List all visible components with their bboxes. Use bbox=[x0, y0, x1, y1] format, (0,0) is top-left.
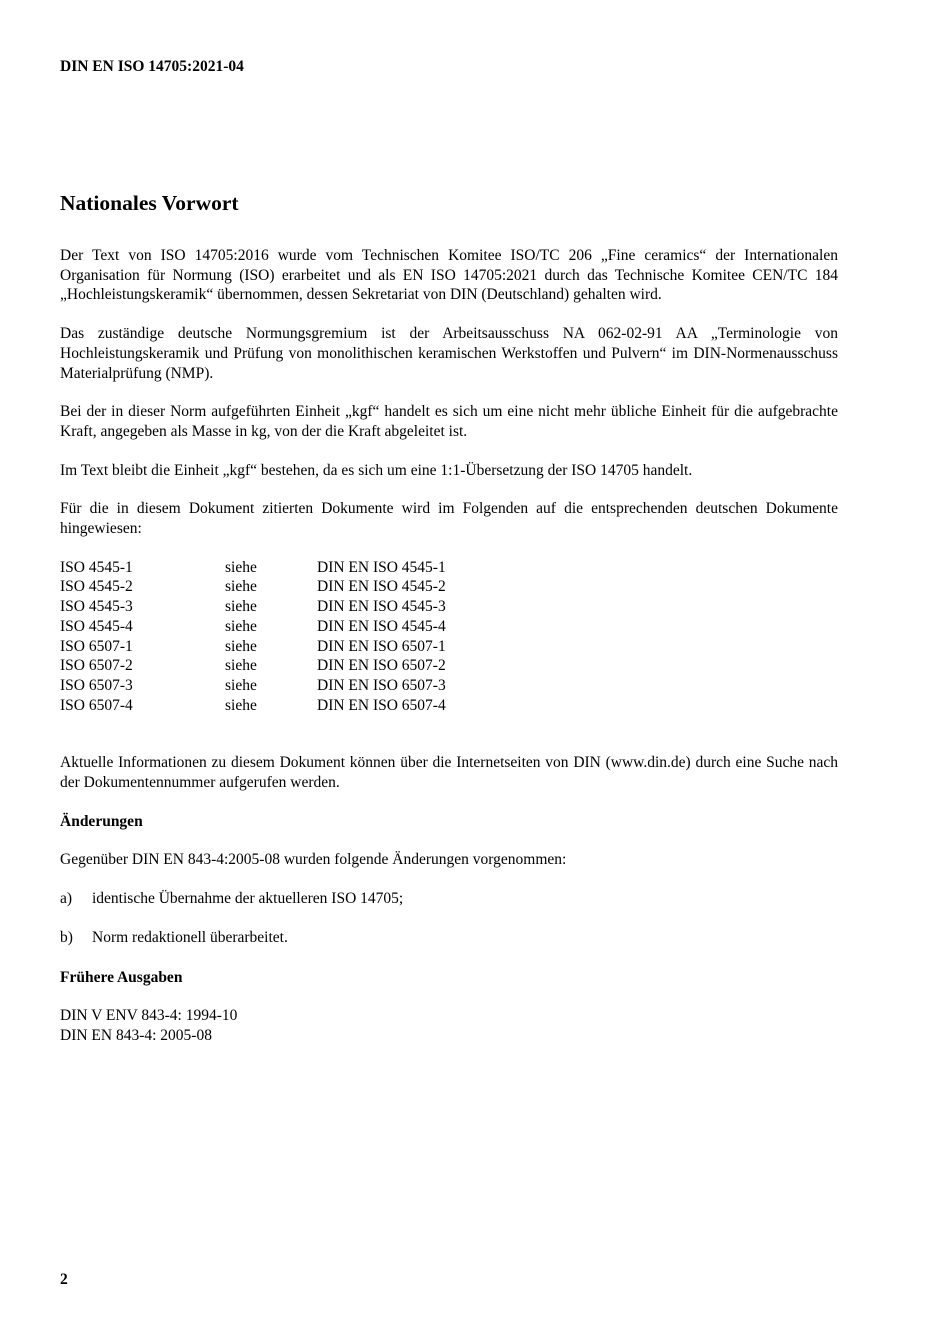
reference-siehe: siehe bbox=[225, 657, 257, 675]
references-table bbox=[60, 558, 838, 716]
reference-target: DIN EN ISO 4545-2 bbox=[317, 578, 446, 596]
edition-item: DIN V ENV 843-4: 1994-10 bbox=[60, 1007, 238, 1025]
paragraph-kgf-translation: Im Text bleibt die Einheit „kgf“ bestehen, da es sich um eine 1:1-Übersetzung der ISO 14705 handelt. bbox=[60, 461, 693, 479]
paragraph-references-intro: Für die in diesem Dokument zitierten Dokumente wird im Folgenden auf die entsprechenden deutschen Dokumente hingewiesen: bbox=[60, 500, 838, 538]
reference-target: DIN EN ISO 4545-4 bbox=[317, 617, 446, 635]
heading-aenderungen: Änderungen bbox=[60, 812, 143, 830]
reference-source: ISO 4545-4 bbox=[60, 617, 133, 635]
reference-target: DIN EN ISO 4545-1 bbox=[317, 558, 446, 576]
reference-source: ISO 6507-2 bbox=[60, 657, 133, 675]
paragraph-din-info: Aktuelle Informationen zu diesem Dokument können über die Internetseiten von DIN (www.din.de) durch eine Suche nach der Dokumentennummer aufgerufen werden. bbox=[60, 754, 838, 792]
paragraph-committee: Das zuständige deutsche Normungsgremium ist der Arbeitsausschuss NA 062-02-91 AA „Terminologie von Hochleistungskeramik und Prüfung von monolithischen keramischen Werkstoffen und Pulvern“ im DIN-Normenausschuss Materialprüfung (NMP). bbox=[60, 325, 838, 382]
reference-source: ISO 6507-3 bbox=[60, 676, 133, 694]
reference-target: DIN EN ISO 6507-1 bbox=[317, 637, 446, 655]
reference-target: DIN EN ISO 6507-4 bbox=[317, 696, 446, 714]
list-item-text: identische Übernahme der aktuelleren ISO 14705; bbox=[92, 890, 404, 908]
reference-target: DIN EN ISO 4545-3 bbox=[317, 598, 446, 616]
list-marker: a) bbox=[60, 890, 73, 908]
paragraph-aenderungen-intro: Gegenüber DIN EN 843-4:2005-08 wurden folgende Änderungen vorgenommen: bbox=[60, 851, 567, 869]
reference-siehe: siehe bbox=[225, 696, 257, 714]
table-row bbox=[60, 637, 838, 657]
reference-siehe: siehe bbox=[225, 598, 257, 616]
table-row bbox=[60, 558, 838, 578]
edition-item: DIN EN 843-4: 2005-08 bbox=[60, 1026, 212, 1044]
list-marker: b) bbox=[60, 929, 73, 947]
reference-source: ISO 6507-1 bbox=[60, 637, 133, 655]
table-row bbox=[60, 597, 838, 617]
reference-siehe: siehe bbox=[225, 676, 257, 694]
paragraph-origin: Der Text von ISO 14705:2016 wurde vom Technischen Komitee ISO/TC 206 „Fine ceramics“ der Internationalen Organisation für Normung (ISO) erarbeitet und als EN ISO 14705:2021 durch das Technische Komitee CEN/TC 184 „Hochleistungskeramik“ übernommen, dessen Sekretariat von DIN (Deutschland) gehalten wird. bbox=[60, 247, 838, 304]
reference-target: DIN EN ISO 6507-3 bbox=[317, 676, 446, 694]
reference-source: ISO 6507-4 bbox=[60, 696, 133, 714]
table-row bbox=[60, 577, 838, 597]
reference-source: ISO 4545-2 bbox=[60, 578, 133, 596]
reference-source: ISO 4545-1 bbox=[60, 558, 133, 576]
table-row bbox=[60, 696, 838, 716]
reference-siehe: siehe bbox=[225, 558, 257, 576]
heading-fruehere-ausgaben: Frühere Ausgaben bbox=[60, 968, 183, 986]
document-header: DIN EN ISO 14705:2021-04 bbox=[60, 58, 244, 75]
table-row bbox=[60, 617, 838, 637]
reference-siehe: siehe bbox=[225, 578, 257, 596]
section-title: Nationales Vorwort bbox=[60, 191, 239, 215]
list-item-text: Norm redaktionell überarbeitet. bbox=[92, 929, 288, 947]
table-row bbox=[60, 656, 838, 676]
list-item bbox=[60, 889, 838, 909]
reference-siehe: siehe bbox=[225, 617, 257, 635]
table-row bbox=[60, 676, 838, 696]
paragraph-kgf-unit: Bei der in dieser Norm aufgeführten Einheit „kgf“ handelt es sich um eine nicht mehr übliche Einheit für die aufgebrachte Kraft, angegeben als Masse in kg, von der die Kraft abgeleitet ist. bbox=[60, 403, 838, 440]
reference-target: DIN EN ISO 6507-2 bbox=[317, 657, 446, 675]
page-number: 2 bbox=[60, 1271, 68, 1288]
reference-siehe: siehe bbox=[225, 637, 257, 655]
reference-source: ISO 4545-3 bbox=[60, 598, 133, 616]
list-item bbox=[60, 928, 838, 948]
